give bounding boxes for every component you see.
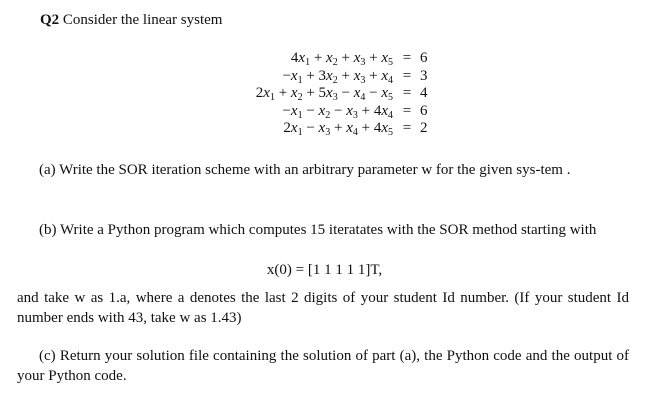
- equation-row: [0, 103, 649, 121]
- equation-row: [0, 50, 649, 68]
- equation-lhs: $-x_1 - x_2 - x_3 + 4x_4$: [282, 102, 393, 121]
- equation-row: [0, 85, 649, 103]
- equation-lhs: $4x_1 + x_2 + x_3 + x_5$: [290, 50, 393, 68]
- part-b-continued: [17, 288, 629, 328]
- question-intro: Consider the linear system: [62, 12, 223, 28]
- equation-row: [0, 68, 649, 86]
- equation-lhs: $-x_1 + 3x_2 + x_3 + x_4$: [282, 67, 393, 86]
- part-b: [17, 220, 629, 240]
- equation-rhs: 4: [420, 85, 428, 102]
- equation-rhs: 6: [420, 102, 428, 119]
- part-c-text: Return your solution file containing the solution of part (a), the Python code and the output of your Python code.: [17, 348, 630, 384]
- part-a-label: (a): [39, 162, 56, 178]
- part-b-text: Write a Python program which computes 15 iteratates with the SOR method starting with: [59, 222, 597, 238]
- linear-system: [0, 50, 649, 138]
- initial-vector: x(0) = [1 1 1 1 1]T,: [266, 262, 383, 278]
- equation-rhs: 2: [420, 120, 428, 137]
- question-heading: [40, 12, 222, 29]
- part-c: [17, 346, 629, 386]
- part-b-label: (b): [39, 222, 57, 238]
- part-a-text: Write the SOR iteration scheme with an arbitrary parameter w for the given sys-tem .: [59, 162, 571, 178]
- equation-row: [0, 120, 649, 138]
- equation-rhs: 6: [420, 50, 428, 66]
- equals-sign: =: [402, 85, 412, 102]
- equals-sign: =: [402, 120, 412, 137]
- question-number: Q2: [40, 12, 60, 28]
- equals-sign: =: [402, 50, 412, 66]
- equation-rhs: 3: [420, 67, 428, 84]
- part-b-text2: and take w as 1.a, where a denotes the last 2 digits of your student Id number. (If your student Id number ends with 43, take w as 1.43): [17, 290, 629, 326]
- part-c-label: (c): [39, 348, 56, 364]
- equation-lhs: $2x_1 + x_2 + 5x_3 - x_4 - x_5$: [255, 85, 393, 104]
- equals-sign: =: [402, 67, 412, 84]
- equals-sign: =: [402, 102, 412, 119]
- part-a: [17, 160, 629, 180]
- equation-lhs: $2x_1 - x_3 + x_4 + 4x_5$: [283, 120, 393, 139]
